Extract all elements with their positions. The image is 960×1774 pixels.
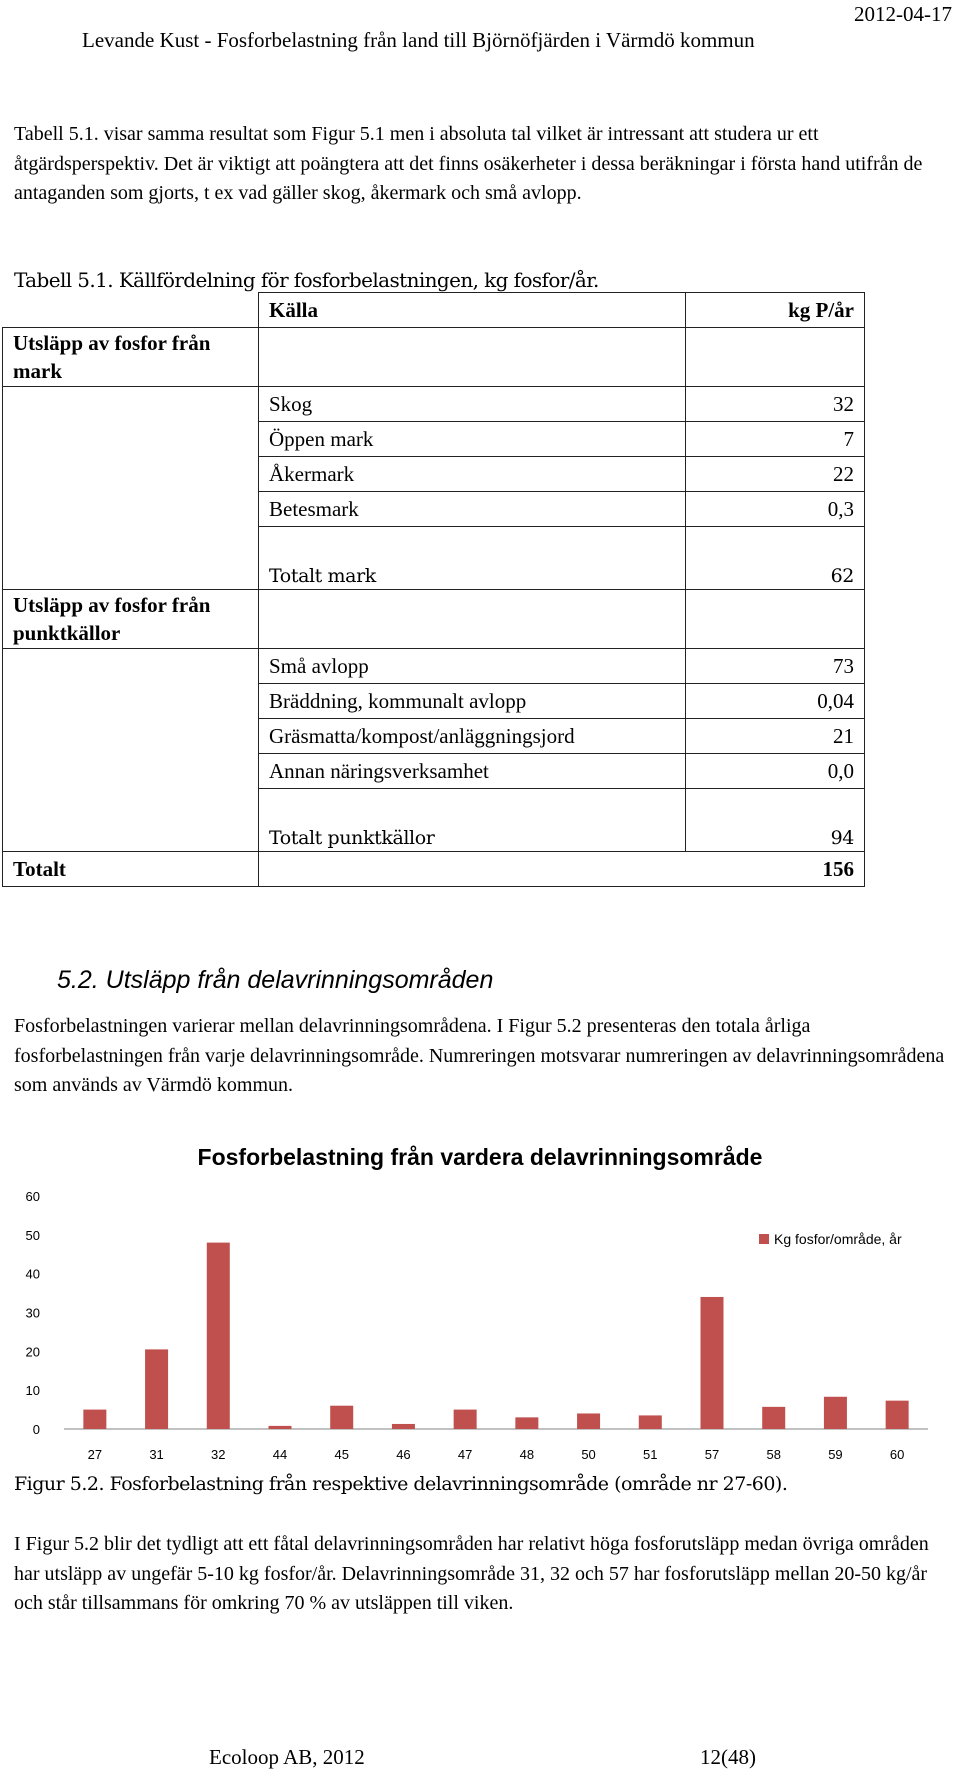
- bar-57: [701, 1297, 724, 1429]
- group-point-empty-value: [686, 590, 865, 649]
- row-label: Små avlopp: [259, 649, 686, 684]
- x-tick-label: 51: [643, 1447, 658, 1462]
- row-value: 21: [686, 719, 865, 754]
- x-tick-label: 48: [519, 1447, 535, 1462]
- y-axis-labels: [26, 1189, 40, 1437]
- row-value: 0,0: [686, 754, 865, 789]
- y-tick-label: 50: [25, 1227, 40, 1243]
- grand-total-label: Totalt: [3, 852, 259, 887]
- bar-58: [762, 1407, 785, 1429]
- grand-total-empty: [259, 852, 686, 887]
- y-tick-label: 10: [25, 1383, 40, 1399]
- row-value: 0,04: [686, 684, 865, 719]
- bar-48: [515, 1417, 538, 1429]
- table-blank: [3, 649, 259, 684]
- footer-company: Ecoloop AB, 2012: [209, 1745, 365, 1769]
- row-label: Annan näringsverksamhet: [259, 754, 686, 789]
- row-label: Åkermark: [259, 457, 686, 492]
- y-tick-label: 0: [32, 1422, 40, 1437]
- x-tick-label: 57: [704, 1447, 720, 1462]
- bar-60: [886, 1401, 909, 1429]
- table-blank: [3, 387, 259, 422]
- legend-label: Kg fosfor/område, år: [774, 1231, 902, 1247]
- y-tick-label: 60: [25, 1189, 40, 1204]
- bar-50: [577, 1413, 600, 1429]
- closing-paragraph-text: I Figur 5.2 blir det tydligt att ett fåtal delavrinningsområden har relativt höga fosforutsläpp medan övriga områden har utsläpp av ungefär 5-10 kg fosfor/år. Delavrinningsområde 31, 32 och 57 har fosforutsläpp mellan 20-50 kg/år och står tillsammans för omkring 70 % av utsläppen till viken.: [14, 1533, 929, 1614]
- grand-total-value: 156: [686, 852, 865, 887]
- x-tick-label: 59: [828, 1447, 843, 1462]
- row-value: 32: [686, 387, 865, 422]
- table-blank: [3, 719, 259, 754]
- row-value: 7: [686, 422, 865, 457]
- bar-46: [392, 1424, 415, 1429]
- total-mark-label: Totalt mark: [259, 527, 686, 590]
- y-tick-label: 30: [25, 1305, 40, 1321]
- bar-51: [639, 1415, 662, 1429]
- closing-paragraph: [14, 1530, 954, 1619]
- group-label-point: Utsläpp av fosfor från punktkällor: [3, 590, 259, 649]
- bar-44: [269, 1426, 292, 1429]
- row-label: Bräddning, kommunalt avlopp: [259, 684, 686, 719]
- row-value: 73: [686, 649, 865, 684]
- table-blank: [3, 754, 259, 789]
- intro-paragraph: [14, 120, 954, 209]
- table-blank: [3, 457, 259, 492]
- group-label-mark: Utsläpp av fosfor från mark: [3, 328, 259, 387]
- row-value: 0,3: [686, 492, 865, 527]
- footer-page-number: 12(48): [700, 1745, 756, 1769]
- chart-title: Fosforbelastning från vardera delavrinningsområde: [197, 1144, 763, 1170]
- table-caption: Tabell 5.1. Källfördelning för fosforbelastningen, kg fosfor/år.: [14, 268, 599, 292]
- section-paragraph-text: Fosforbelastningen varierar mellan delavrinningsområdena. I Figur 5.2 presenteras den totala årliga fosforbelastningen från varje delavrinningsområde. Numreringen motsvarar numreringen av delavrinningsområdena som används av Värmdö kommun.: [14, 1015, 945, 1096]
- bar-47: [454, 1410, 477, 1429]
- table-blank: [3, 527, 259, 590]
- x-tick-label: 27: [87, 1447, 103, 1462]
- table-blank: [3, 492, 259, 527]
- bar-27: [83, 1410, 106, 1429]
- x-tick-label: 50: [581, 1447, 596, 1462]
- table-blank: [3, 422, 259, 457]
- group-mark-empty: [259, 328, 686, 387]
- col-header-source: Källa: [259, 293, 686, 328]
- row-label: Öppen mark: [259, 422, 686, 457]
- row-label: Skog: [259, 387, 686, 422]
- total-mark-value: 62: [686, 527, 865, 590]
- group-point-empty: [259, 590, 686, 649]
- section-paragraph: [14, 1012, 954, 1101]
- row-value: 22: [686, 457, 865, 492]
- col-header-value: kg P/år: [686, 293, 865, 328]
- total-point-value: 94: [686, 789, 865, 852]
- total-point-label: Totalt punktkällor: [259, 789, 686, 852]
- header-date: 2012-04-17: [854, 2, 952, 26]
- bars-group: [83, 1243, 908, 1429]
- legend-swatch: [759, 1234, 769, 1244]
- table-blank: [3, 684, 259, 719]
- x-tick-label: 31: [149, 1447, 164, 1462]
- intro-paragraph-text: Tabell 5.1. visar samma resultat som Figur 5.1 men i absoluta tal vilket är intressant att studera ur ett åtgärdsperspektiv. Det är viktigt att poängtera att det finns osäkerheter i dessa beräkningar i första hand utifrån de antaganden som gjorts, t ex vad gäller skog, åkermark och små avlopp.: [14, 123, 923, 204]
- row-label: Gräsmatta/kompost/anläggningsjord: [259, 719, 686, 754]
- row-label: Betesmark: [259, 492, 686, 527]
- bar-45: [330, 1406, 353, 1429]
- x-tick-label: 32: [211, 1447, 226, 1462]
- legend: [759, 1231, 902, 1247]
- table-blank: [3, 789, 259, 852]
- x-tick-label: 58: [766, 1447, 781, 1462]
- x-tick-label: 47: [457, 1447, 473, 1462]
- x-axis-labels: [88, 1447, 905, 1462]
- x-tick-label: 60: [889, 1447, 905, 1462]
- bar-31: [145, 1349, 168, 1429]
- y-tick-label: 40: [25, 1266, 40, 1282]
- bar-59: [824, 1397, 847, 1429]
- y-tick-label: 20: [25, 1344, 40, 1360]
- section-heading: 5.2. Utsläpp från delavrinningsområden: [57, 966, 494, 994]
- x-tick-label: 46: [396, 1447, 411, 1462]
- bar-32: [207, 1243, 230, 1429]
- x-tick-label: 44: [272, 1447, 288, 1462]
- group-mark-empty-value: [686, 328, 865, 387]
- header-title: Levande Kust - Fosforbelastning från land till Björnöfjärden i Värmdö kommun: [82, 28, 755, 52]
- x-tick-label: 45: [334, 1447, 349, 1462]
- figure-caption: Figur 5.2. Fosforbelastning från respektive delavrinningsområde (område nr 27-60).: [14, 1473, 788, 1495]
- bar-chart: [0, 1170, 960, 1470]
- table-corner: [3, 293, 259, 328]
- source-table: [2, 292, 865, 887]
